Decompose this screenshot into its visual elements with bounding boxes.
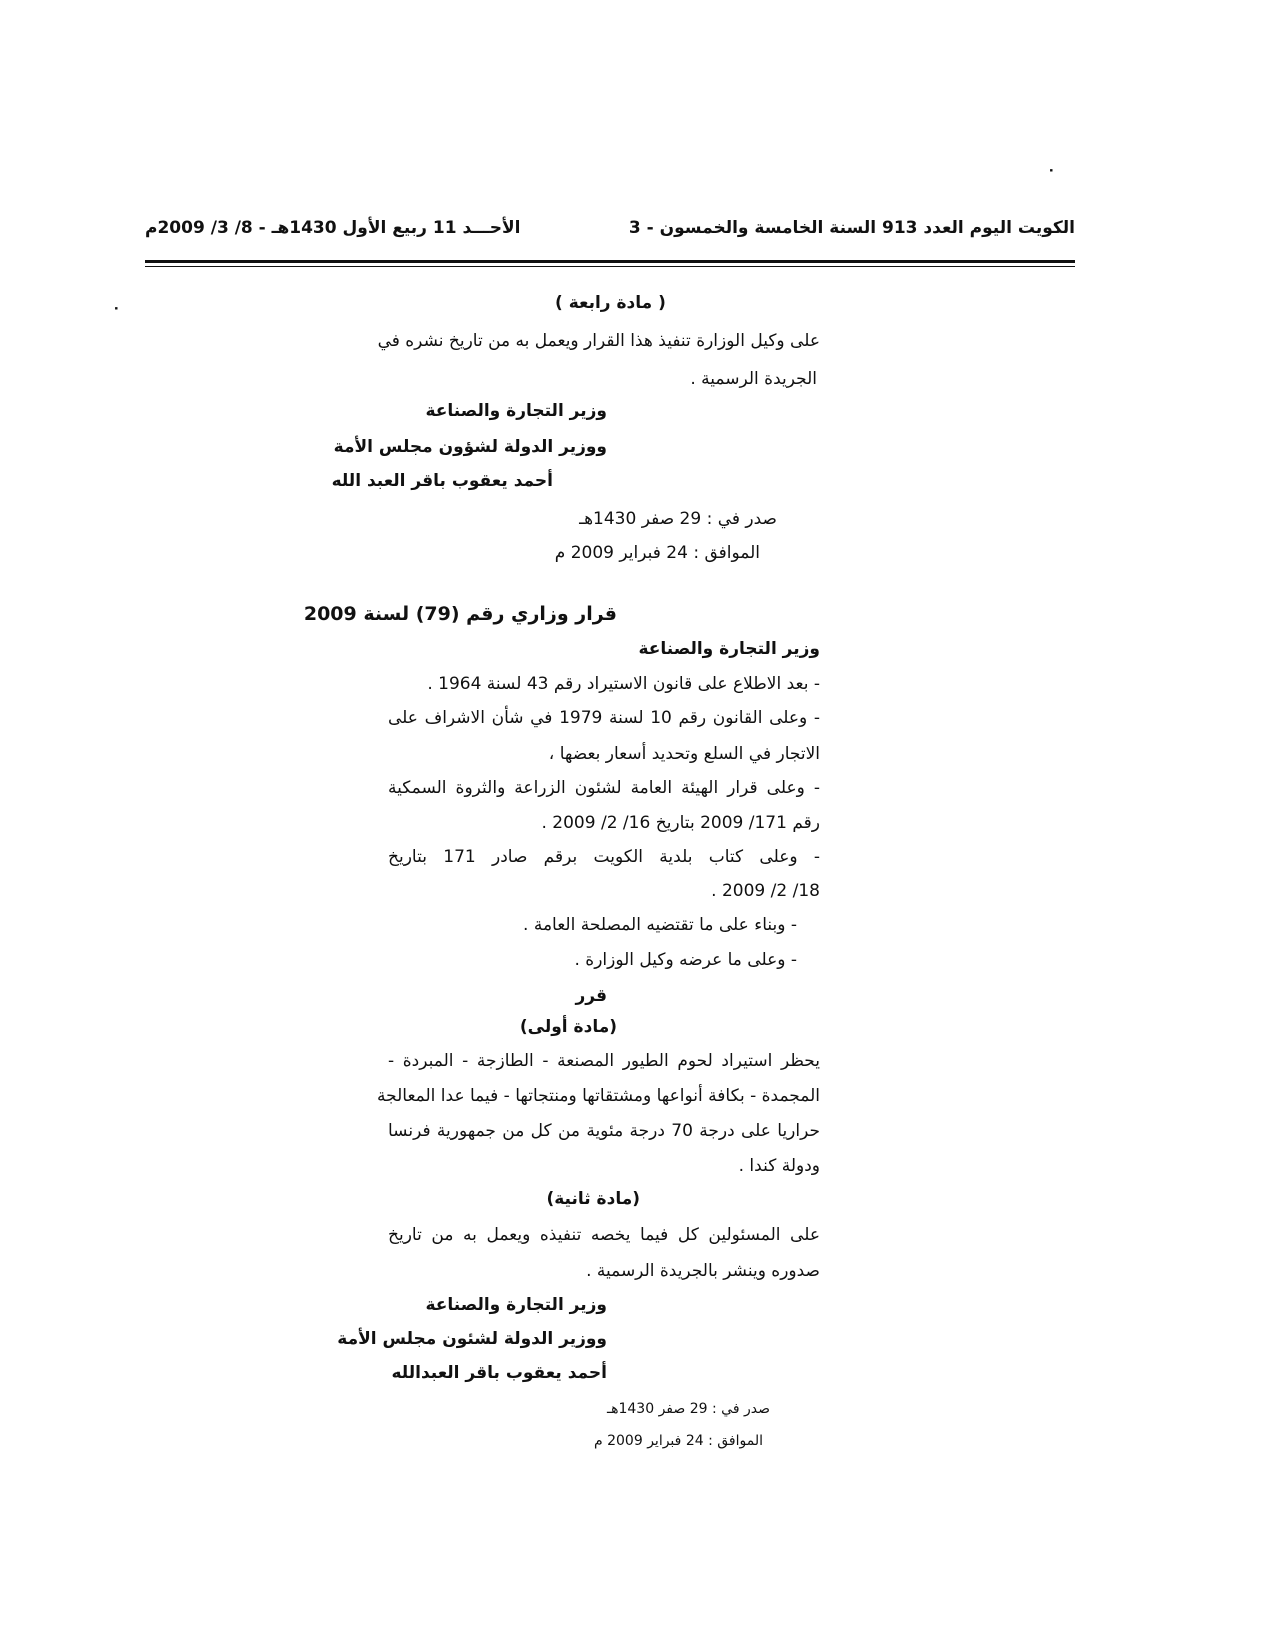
- margin-mark-top: ٠: [1047, 162, 1056, 178]
- article-two-line: على المسئولين كل فيما يخصه تنفيذه ويعمل به من تاريخ: [388, 1225, 820, 1245]
- article-one-line: حراريا على درجة 70 درجة مئوية من كل من جمهورية فرنسا: [388, 1121, 821, 1141]
- gazette-header: [145, 212, 1075, 252]
- article-four-line-2: الجريدة الرسمية .: [690, 369, 817, 389]
- issued-date-hijri: صدر في : 29 صفر 1430هـ: [579, 509, 777, 529]
- decree-title: قرار وزاري رقم (79) لسنة 2009: [303, 603, 617, 625]
- preamble-item: - بعد الاطلاع على قانون الاستيراد رقم 43 لسنة 1964 .: [427, 674, 820, 694]
- decided-heading: قرر: [575, 986, 607, 1006]
- issued-date-hijri: صدر في : 29 صفر 1430هـ: [607, 1401, 770, 1417]
- signature-title-1: وزير التجارة والصناعة: [425, 1295, 607, 1315]
- article-two-line: صدوره وينشر بالجريدة الرسمية .: [586, 1261, 820, 1281]
- preamble-item: - وعلى قرار الهيئة العامة لشئون الزراعة والثروة السمكية: [388, 778, 820, 798]
- preamble-item: - وعلى كتاب بلدية الكويت برقم صادر 171 بتاريخ: [388, 847, 821, 867]
- preamble-item: - وعلى القانون رقم 10 لسنة 1979 في شأن الاشراف على: [388, 708, 820, 728]
- issued-date-gregorian: الموافق : 24 فبراير 2009 م: [593, 1433, 763, 1449]
- article-one-heading: (مادة أولى): [519, 1017, 617, 1037]
- header-rule-thin: [145, 266, 1075, 267]
- preamble-item: - وعلى ما عرضه وكيل الوزارة .: [574, 950, 797, 970]
- decree-minister: وزير التجارة والصناعة: [638, 639, 820, 659]
- article-one-line: يحظر استيراد لحوم الطيور المصنعة - الطازجة - المبردة -: [388, 1051, 820, 1071]
- signature-name: أحمد يعقوب باقر العبد الله: [331, 471, 553, 491]
- preamble-item-cont: 18/ 2/ 2009 .: [711, 881, 820, 901]
- article-four-line-1: على وكيل الوزارة تنفيذ هذا القرار ويعمل به من تاريخ نشره في: [377, 331, 820, 351]
- issued-date-gregorian: الموافق : 24 فبراير 2009 م: [554, 543, 760, 563]
- preamble-item: - وبناء على ما تقتضيه المصلحة العامة .: [523, 915, 797, 935]
- signature-title-2: ووزير الدولة لشئون مجلس الأمة: [337, 1329, 607, 1349]
- article-one-line: المجمدة - بكافة أنواعها ومشتقاتها ومنتجاتها - فيما عدا المعالجة: [377, 1086, 820, 1106]
- article-four-heading: ( مادة رابعة ): [555, 293, 666, 313]
- signature-title-1: وزير التجارة والصناعة: [425, 401, 607, 421]
- signature-name: أحمد يعقوب باقر العبدالله: [391, 1363, 607, 1383]
- margin-mark-left: ٠: [112, 300, 121, 316]
- article-one-line: ودولة كندا .: [738, 1156, 820, 1176]
- header-rule-thick: [145, 260, 1075, 263]
- header-date: الأحـــد 11 ربيع الأول 1430هـ - 8/ 3/ 2009م: [145, 218, 521, 238]
- preamble-item-cont: رقم 171/ 2009 بتاريخ 16/ 2/ 2009 .: [541, 813, 820, 833]
- signature-title-2: ووزير الدولة لشؤون مجلس الأمة: [333, 437, 607, 457]
- article-two-heading: (مادة ثانية): [546, 1189, 640, 1209]
- preamble-item-cont: الاتجار في السلع وتحديد أسعار بعضها ،: [548, 744, 820, 764]
- header-issue-info: الكويت اليوم العدد 913 السنة الخامسة والخمسون - 3: [628, 218, 1075, 238]
